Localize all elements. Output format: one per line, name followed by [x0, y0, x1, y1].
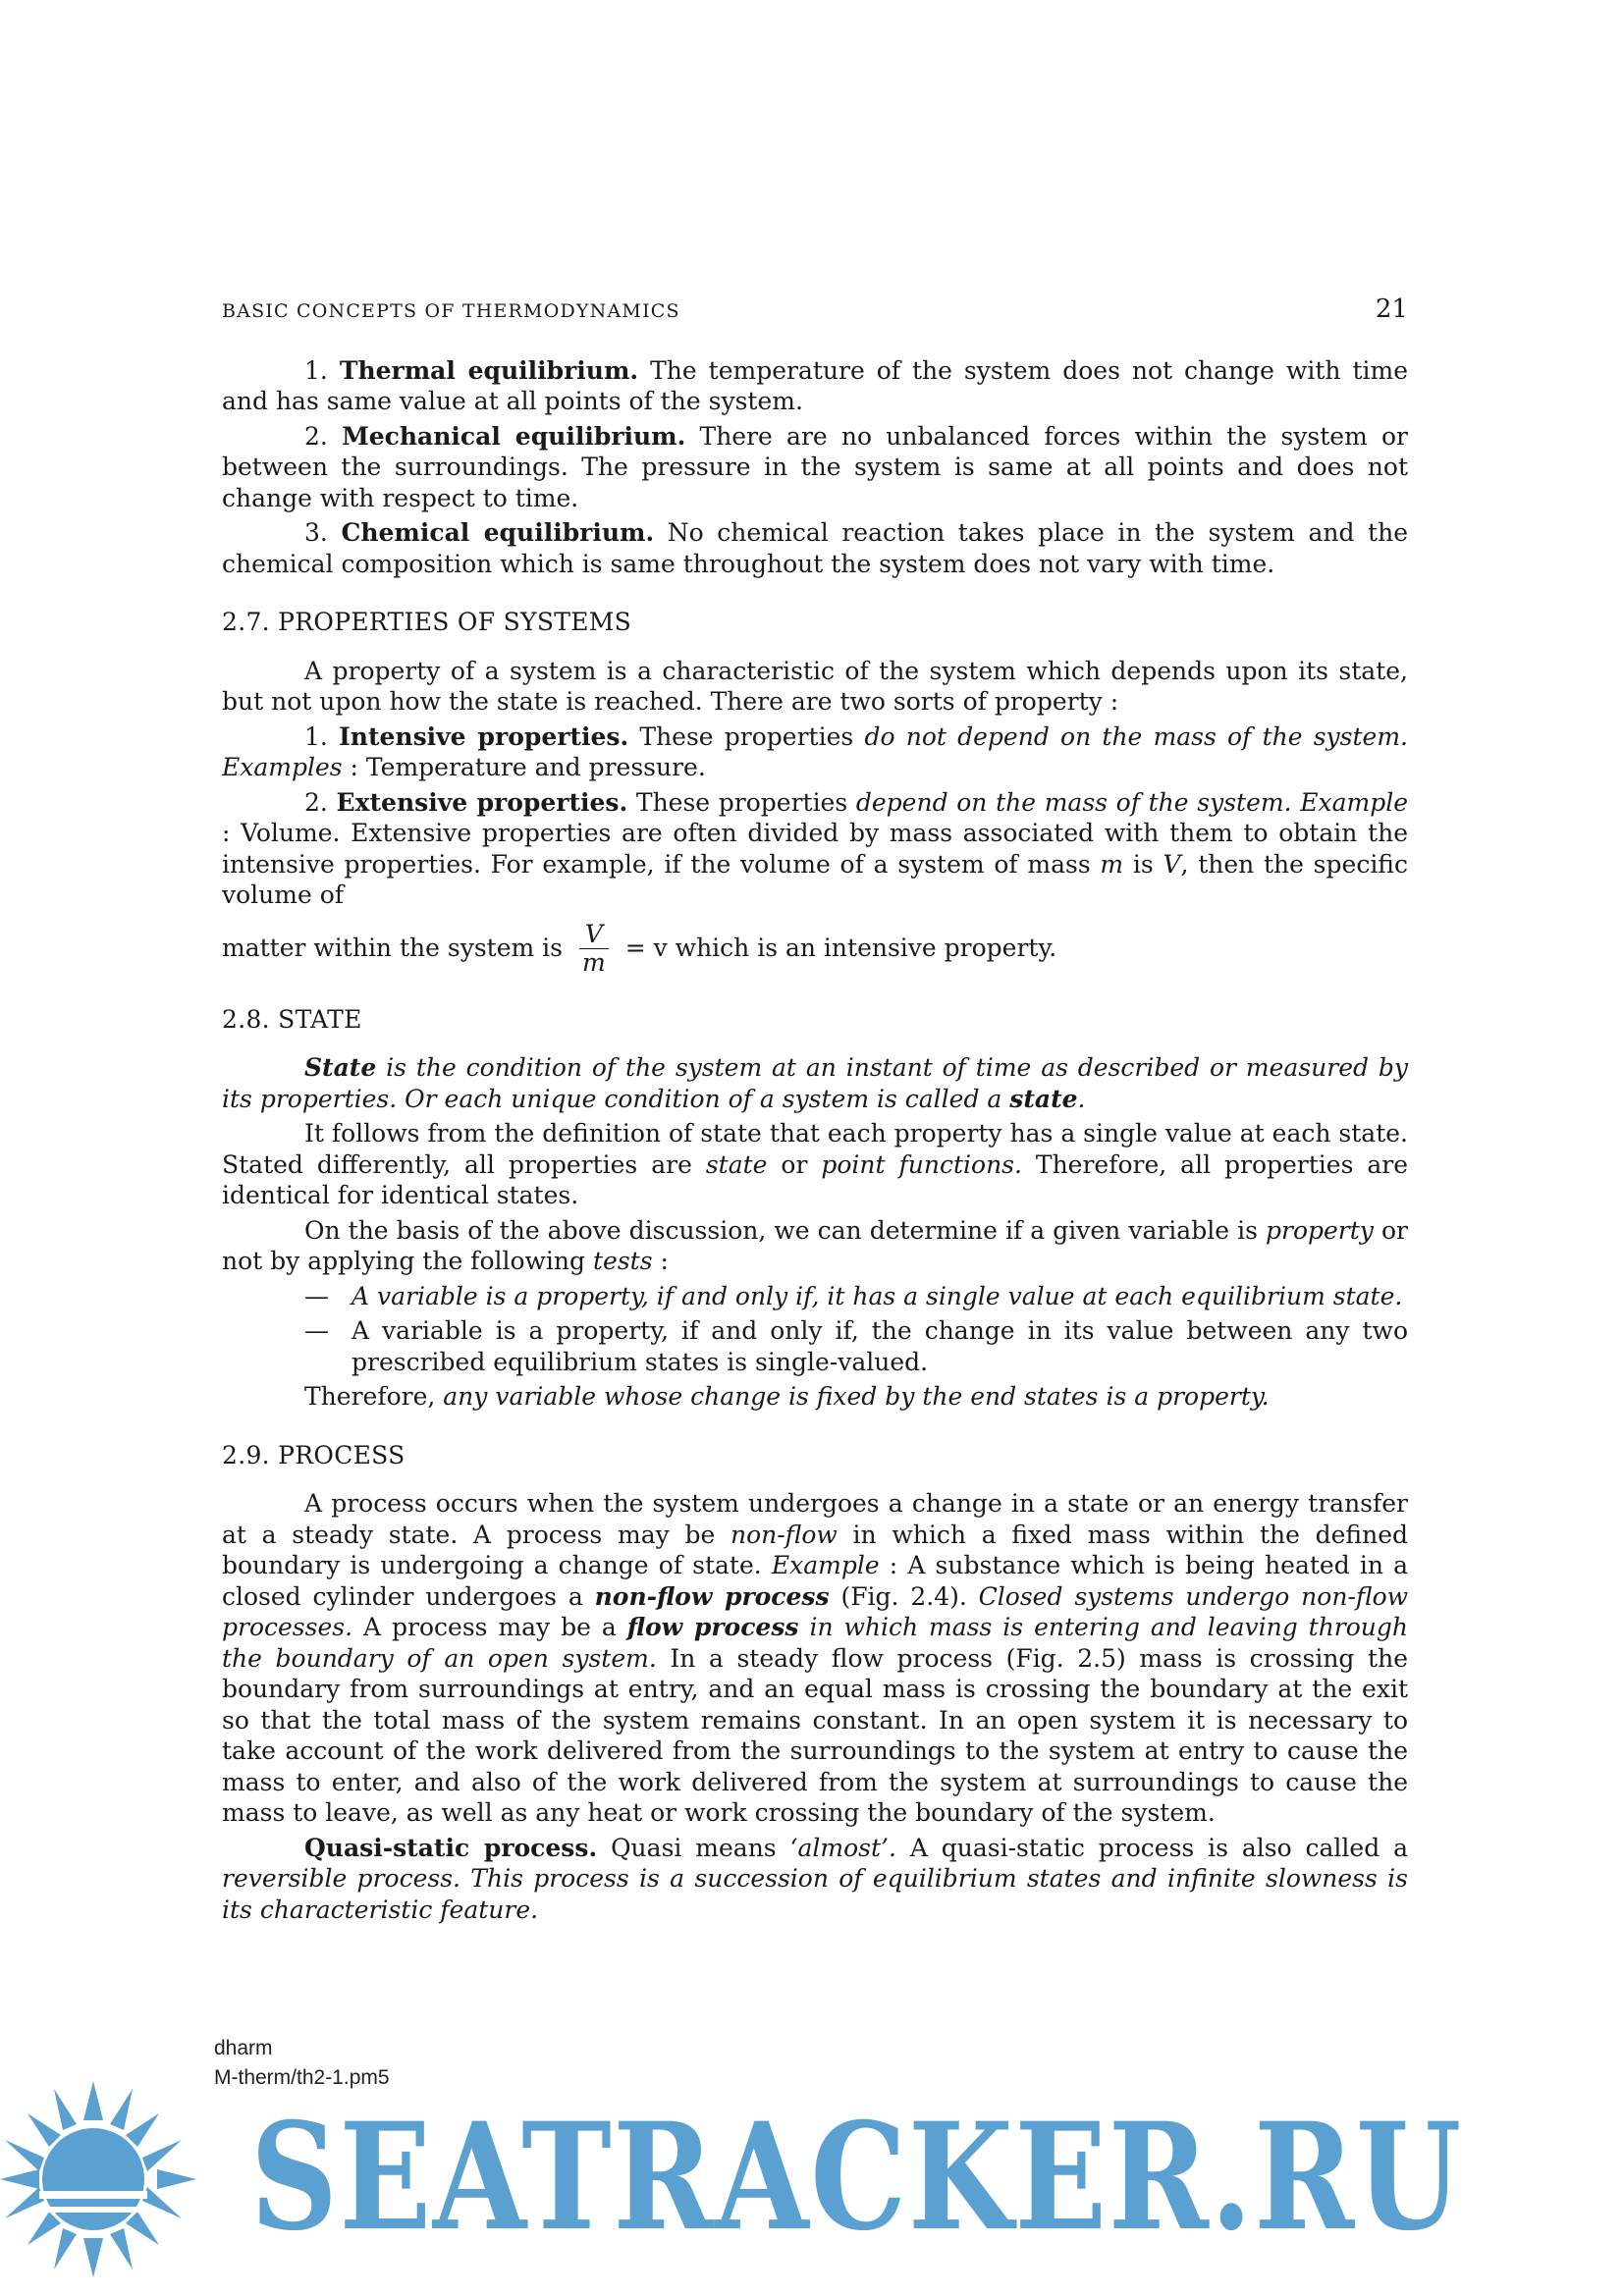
page-body: [222, 294, 1408, 1929]
thermal-equilibrium-paragraph: 1. Thermal equilibrium. The temperature of the system does not change with time and has same value at all points of the system.: [222, 355, 1408, 415]
mechanical-equilibrium-paragraph: 2. Mechanical equilibrium. There are no unbalanced forces within the system or between the surroundings. The pressure in the system is same at all points and does not change with respect to time.: [222, 421, 1408, 512]
state-paragraph-3: On the basis of the above discussion, we can determine if a given variable is property or not by applying the following tests :: [222, 1215, 1409, 1275]
state-conclusion: Therefore, any variable whose change is fixed by the end states is a property.: [304, 1382, 1270, 1411]
extensive-properties-paragraph: 2. Extensive properties. These properties depend on the mass of the system. Example : Volume. Extensive properties are often divided by mass associated with them to obtain the intensive properties. For example, if the volume of a system of mass m is V, then the specific volume of: [222, 787, 1408, 909]
watermark-text: SEATRACKER.RU: [250, 2091, 1463, 2264]
specific-volume-equation: matter within the system is $\frac{V}{m}$ = v which is an intensive property.: [222, 919, 1057, 977]
state-definition: State is the condition of the system at an instant of time as described or measured by its properties. Or each unique condition of a system is called a state.: [222, 1053, 1408, 1113]
properties-intro: A property of a system is a characteristic of the system which depends upon its state, but not upon how the state is reached. There are two sorts of property :: [222, 656, 1408, 716]
process-paragraph: A process occurs when the system undergoes a change in a state or an energy transfer at a steady state. A process may be non-flow in which a fixed mass within the defined boundary is undergoing a change of state. Example : A substance which is being heated in a closed cylinder undergoes a non-flow process (Fig. 2.4). Closed systems undergo non-flow processes. A process may be a flow process in which mass is entering and leaving through the boundary of an open system. In a steady flow process (Fig. 2.5) mass is crossing the boundary from surroundings at entry, and an equal mass is crossing the boundary at the exit so that the total mass of the system remains constant. In an open system it is necessary to take account of the work delivered from the surroundings to the system at entry to cause the mass to enter, and also of the work delivered from the system at surroundings to cause the mass to leave, as well as any heat or work crossing the boundary of the system.: [222, 1489, 1409, 1827]
section-heading-state: 2.8. STATE: [222, 1004, 362, 1034]
property-test-2: — A variable is a property, if and only if, the change in its value between any two prescribed equilibrium states is single-valued.: [304, 1316, 1408, 1376]
quasi-static-paragraph: Quasi-static process. Quasi means ‘almost’. A quasi-static process is also called a reversible process. This process is a succession of equilibrium states and infinite slowness is its characteristic feature.: [222, 1833, 1409, 1924]
section-heading-properties: 2.7. PROPERTIES OF SYSTEMS: [222, 608, 632, 636]
running-header: [222, 294, 1408, 328]
running-title: BASIC CONCEPTS OF THERMODYNAMICS: [222, 300, 680, 322]
property-test-1: — A variable is a property, if and only if, it has a single value at each equilibrium state.: [304, 1281, 1403, 1310]
chemical-equilibrium-paragraph: 3. Chemical equilibrium. No chemical reaction takes place in the system and the chemical composition which is same throughout the system does not vary with time.: [222, 518, 1409, 578]
footer-line-1: dharm: [214, 2037, 273, 2059]
fraction-v-over-m: $\frac{V}{m}$: [576, 921, 612, 977]
state-paragraph-2: It follows from the definition of state that each property has a single value at each state. Stated differently, all properties are state or point functions. Therefore, all properties are identical for identical states.: [222, 1119, 1409, 1209]
section-heading-process: 2.9. PROCESS: [222, 1440, 406, 1469]
intensive-properties-paragraph: 1. Intensive properties. These properties do not depend on the mass of the system. Examples : Temperature and pressure.: [222, 721, 1408, 781]
footer-line-2: M-therm/th2-1.pm5: [214, 2066, 390, 2089]
page-number: 21: [1375, 294, 1408, 324]
